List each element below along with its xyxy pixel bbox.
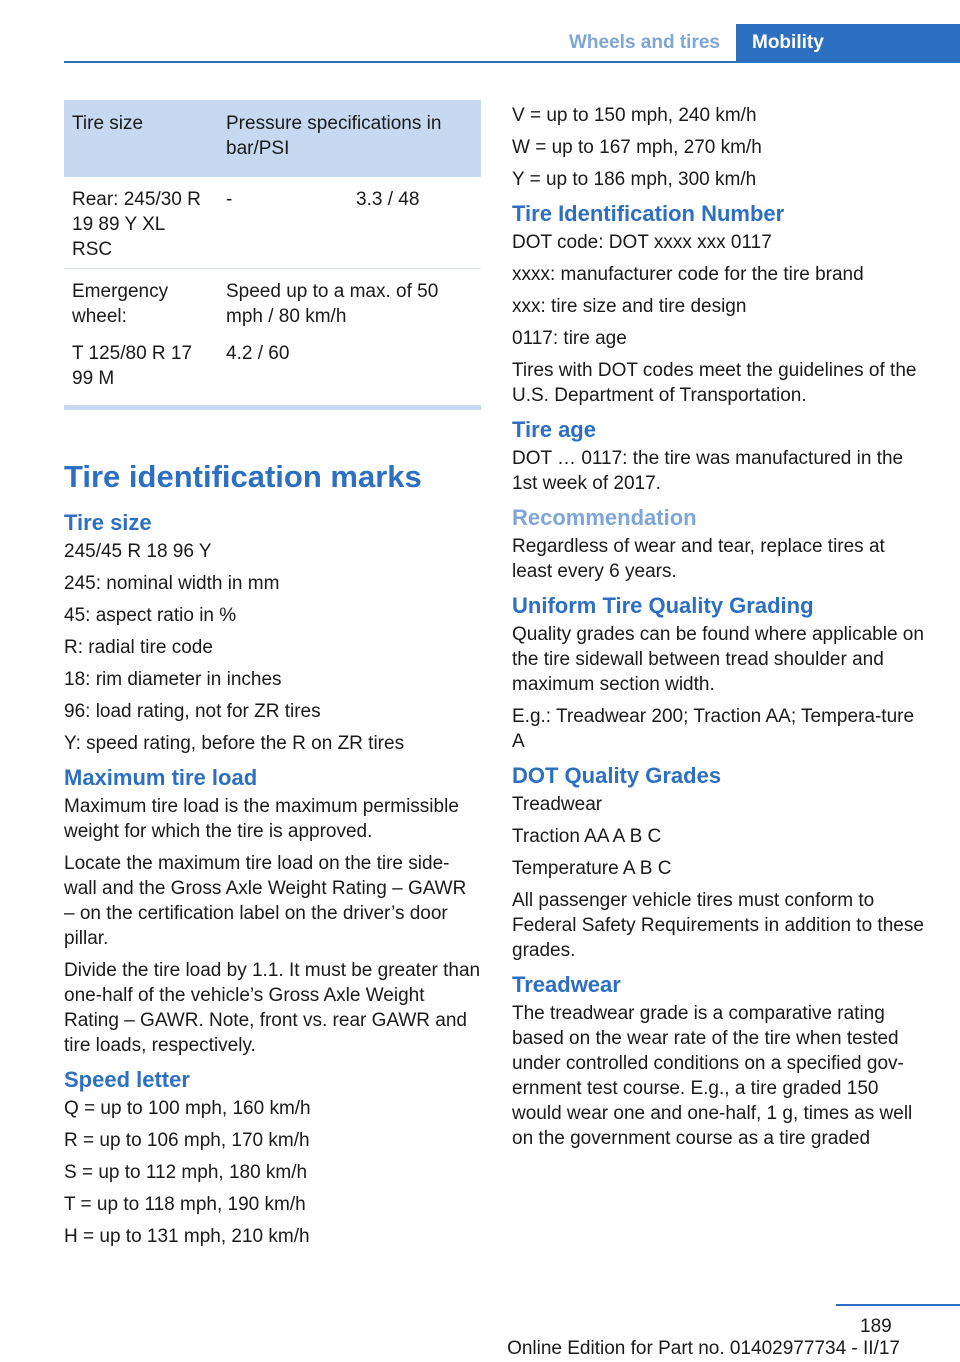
table-cell: Rear: 245/30 R 19 89 Y XL RSC	[72, 189, 201, 260]
heading-tire-size: Tire size	[64, 510, 152, 535]
text-line: R = up to 106 mph, 170 km/h	[64, 1130, 310, 1151]
text-line: S = up to 112 mph, 180 km/h	[64, 1162, 308, 1183]
page-number: 189	[860, 1316, 892, 1337]
paragraph: Quality grades can be found where applicable on the tire sidewall between tread shoulder and maximum section width.	[512, 624, 924, 695]
text-line: 96: load rating, not for ZR tires	[64, 701, 321, 722]
paragraph: Tires with DOT codes meet the guidelines of the U.S. Department of Transportation.	[512, 360, 917, 406]
text-line: Y: speed rating, before the R on ZR tires	[64, 733, 405, 754]
paragraph: The treadwear grade is a comparative rating based on the wear rate of the tire when tested under controlled conditions on a specified gov‐ernment test course. E.g., a tire graded 150 would wear one and one-half, 1 g, times as well on the government course as a tire graded	[512, 1003, 913, 1149]
paragraph: All passenger vehicle tires must conform to Federal Safety Requirements in addition to these grades.	[512, 890, 924, 961]
table-cell: 3.3 / 48	[356, 189, 420, 210]
table-row	[64, 269, 481, 336]
text-line: 0117: tire age	[512, 328, 627, 349]
table-row	[64, 177, 481, 269]
paragraph: Divide the tire load by 1.1. It must be greater than one-half of the vehicle’s Gross Axle Weight Rating – GAWR. Note, front vs. rear GAWR and tire loads, respectively.	[64, 960, 481, 1056]
heading-tire-age: Tire age	[512, 417, 596, 442]
text-line: W = up to 167 mph, 270 km/h	[512, 137, 762, 158]
text-line: Temperature A B C	[512, 858, 672, 879]
table-cell: -	[226, 189, 233, 210]
table-bottom-rule	[64, 405, 481, 410]
left-column	[64, 100, 482, 1256]
text-line: Y = up to 186 mph, 300 km/h	[512, 169, 757, 190]
text-line: xxxx: manufacturer code for the tire brand	[512, 264, 864, 285]
text-line: Traction AA A B C	[512, 826, 662, 847]
table-cell: Speed up to a max. of 50 mph / 80 km/h	[218, 269, 481, 336]
table-cell: Emergency wheel:	[64, 269, 218, 336]
heading-recommendation: Recommendation	[512, 505, 697, 530]
table-header-row	[64, 100, 481, 177]
heading-max-load: Maximum tire load	[64, 765, 258, 790]
heading-tin: Tire Identification Number	[512, 201, 785, 226]
right-column	[512, 103, 930, 1158]
table-row	[64, 335, 481, 405]
paragraph: DOT … 0117: the tire was manufactured in the 1st week of 2017.	[512, 448, 904, 494]
heading-utqg: Uniform Tire Quality Grading	[512, 593, 814, 618]
text-line: H = up to 131 mph, 210 km/h	[64, 1226, 310, 1247]
text-line: V = up to 150 mph, 240 km/h	[512, 105, 757, 126]
table-cell: T 125/80 R 17 99 M	[72, 343, 193, 389]
header-rule	[64, 61, 960, 63]
text-line: 245: nominal width in mm	[64, 573, 280, 594]
pressure-table	[64, 100, 481, 405]
text-line: xxx: tire size and tire design	[512, 296, 747, 317]
table-header-tire-size: Tire size	[64, 100, 218, 177]
text-line: DOT code: DOT xxxx xxx 0117	[512, 232, 772, 253]
footer-rule	[836, 1304, 960, 1306]
paragraph: Maximum tire load is the maximum permissible weight for which the tire is approved.	[64, 796, 459, 842]
text-line: R: radial tire code	[64, 637, 213, 658]
heading-speed-letter: Speed letter	[64, 1067, 190, 1092]
heading-treadwear: Treadwear	[512, 972, 621, 997]
table-header-pressure: Pressure specifications in bar/PSI	[218, 100, 481, 177]
text-line: Q = up to 100 mph, 160 km/h	[64, 1098, 311, 1119]
text-line: 18: rim diameter in inches	[64, 669, 282, 690]
section-title: Tire identification marks	[64, 459, 422, 494]
header-chapter-tab: Mobility	[736, 24, 960, 61]
text-line: T = up to 118 mph, 190 km/h	[64, 1194, 306, 1215]
text-line: Treadwear	[512, 794, 603, 815]
text-line: 245/45 R 18 96 Y	[64, 541, 212, 562]
table-cell: 4.2 / 60	[226, 343, 290, 364]
heading-dot-grades: DOT Quality Grades	[512, 763, 722, 788]
paragraph: Locate the maximum tire load on the tire side‐wall and the Gross Axle Weight Rating – GAWR – on the certification label on the driver’s door pillar.	[64, 853, 467, 949]
header-section-label: Wheels and tires	[548, 24, 734, 61]
text-line: 45: aspect ratio in %	[64, 605, 237, 626]
paragraph: E.g.: Treadwear 200; Traction AA; Tempera‐ture A	[512, 706, 915, 752]
paragraph: Regardless of wear and tear, replace tires at least every 6 years.	[512, 536, 885, 582]
edition-note: Online Edition for Part no. 01402977734 - II/17	[507, 1338, 900, 1359]
